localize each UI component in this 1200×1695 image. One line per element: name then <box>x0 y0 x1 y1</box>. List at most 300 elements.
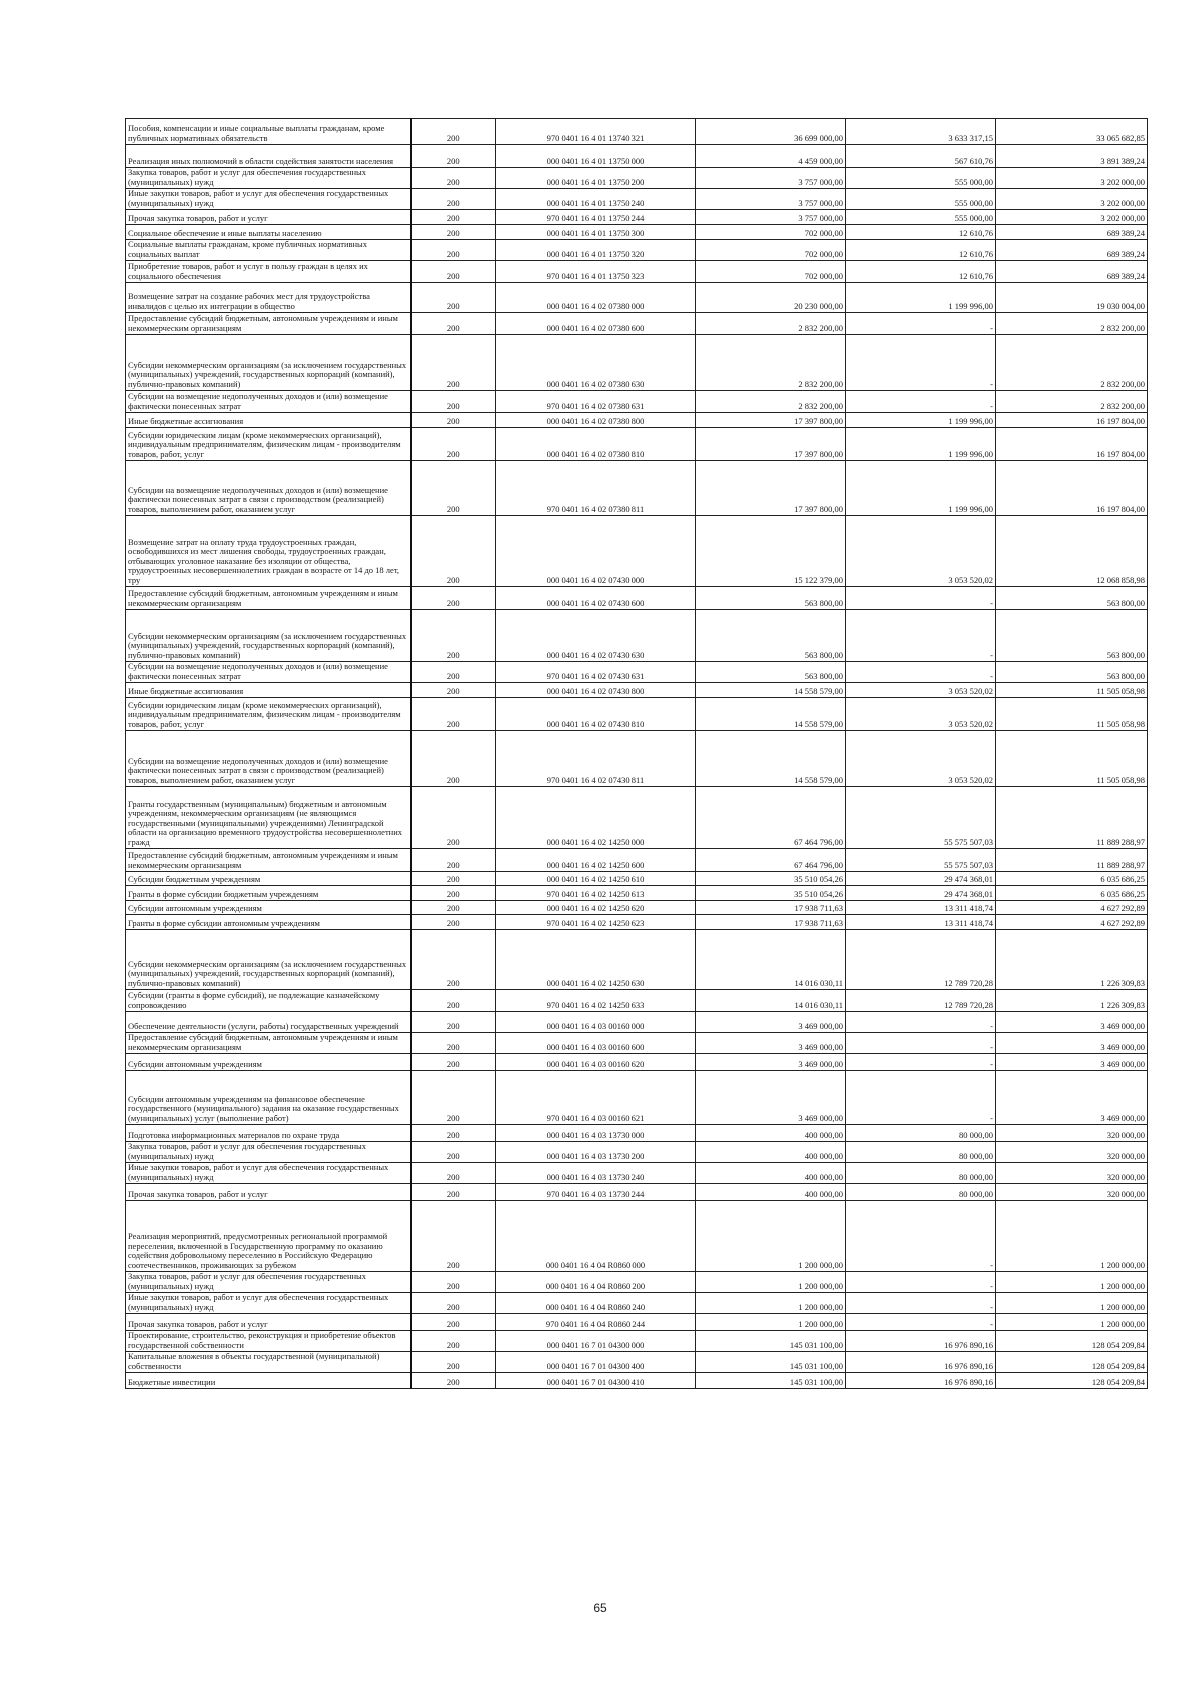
cell-code: 200 <box>411 1373 496 1389</box>
cell-approved: 1 200 000,00 <box>696 1272 846 1293</box>
cell-name: Иные бюджетные ассигнования <box>126 683 411 698</box>
cell-approved: 17 397 800,00 <box>696 428 846 461</box>
cell-cls: 970 0401 16 4 01 13740 321 <box>496 119 696 145</box>
cell-approved: 1 200 000,00 <box>696 1314 846 1331</box>
cell-code: 200 <box>411 1272 496 1293</box>
cell-approved: 2 832 200,00 <box>696 313 846 335</box>
cell-name: Предоставление субсидий бюджетным, автономным учреждениям и иным некоммерческим организациям <box>126 587 411 610</box>
cell-code: 200 <box>411 119 496 145</box>
cell-code: 200 <box>411 731 496 787</box>
cell-remaining: 320 000,00 <box>996 1125 1148 1142</box>
cell-cls: 970 0401 16 4 02 07380 811 <box>496 461 696 516</box>
cell-executed: 3 053 520,02 <box>846 683 996 698</box>
cell-name: Субсидии бюджетным учреждениям <box>126 872 411 886</box>
table-row <box>126 849 1148 872</box>
cell-name: Субсидии на возмещение недополученных доходов и (или) возмещение фактически понесенных затрат в связи с производством (реализацией) товаров, выполнением работ, оказанием услуг <box>126 731 411 787</box>
cell-cls: 000 0401 16 4 01 13750 200 <box>496 168 696 189</box>
cell-cls: 970 0401 16 4 02 14250 623 <box>496 915 696 930</box>
cell-name: Субсидии автономным учреждениям <box>126 901 411 915</box>
cell-executed: 29 474 368,01 <box>846 886 996 901</box>
cell-name: Бюджетные инвестиции <box>126 1373 411 1389</box>
cell-name: Субсидии на возмещение недополученных доходов и (или) возмещение фактически понесенных затрат в связи с производством (реализацией) товаров, выполнением работ, оказанием услуг <box>126 461 411 516</box>
cell-name: Субсидии юридическим лицам (кроме некоммерческих организаций), индивидуальным предпринимателям, физическим лицам - производителям товаров, работ, услуг <box>126 698 411 731</box>
table-row <box>126 1054 1148 1071</box>
cell-executed: 80 000,00 <box>846 1184 996 1201</box>
cell-executed: 16 976 890,16 <box>846 1352 996 1373</box>
cell-cls: 970 0401 16 4 03 00160 621 <box>496 1071 696 1125</box>
cell-cls: 000 0401 16 4 02 07430 800 <box>496 683 696 698</box>
table-row <box>126 1293 1148 1314</box>
cell-approved: 3 469 000,00 <box>696 1071 846 1125</box>
cell-approved: 3 469 000,00 <box>696 1033 846 1054</box>
cell-code: 200 <box>411 930 496 990</box>
cell-executed: 16 976 890,16 <box>846 1373 996 1389</box>
cell-approved: 3 757 000,00 <box>696 210 846 225</box>
cell-code: 200 <box>411 283 496 313</box>
cell-name: Проектирование, строительство, реконструкция и приобретение объектов государственной собственности <box>126 1331 411 1352</box>
cell-approved: 14 558 579,00 <box>696 683 846 698</box>
cell-executed: - <box>846 1314 996 1331</box>
cell-code: 200 <box>411 1293 496 1314</box>
cell-code: 200 <box>411 915 496 930</box>
cell-remaining: 563 800,00 <box>996 662 1148 683</box>
cell-executed: 29 474 368,01 <box>846 872 996 886</box>
cell-code: 200 <box>411 886 496 901</box>
cell-cls: 000 0401 16 4 01 13750 000 <box>496 145 696 168</box>
cell-executed: 55 575 507,03 <box>846 787 996 849</box>
cell-code: 200 <box>411 1125 496 1142</box>
cell-remaining: 6 035 686,25 <box>996 872 1148 886</box>
cell-remaining: 4 627 292,89 <box>996 915 1148 930</box>
cell-code: 200 <box>411 210 496 225</box>
cell-cls: 000 0401 16 4 02 14250 630 <box>496 930 696 990</box>
cell-name: Иные бюджетные ассигнования <box>126 413 411 428</box>
table-row <box>126 168 1148 189</box>
cell-remaining: 2 832 200,00 <box>996 335 1148 391</box>
cell-code: 200 <box>411 516 496 587</box>
table-row <box>126 683 1148 698</box>
cell-remaining: 11 505 058,98 <box>996 731 1148 787</box>
cell-remaining: 2 832 200,00 <box>996 391 1148 413</box>
cell-executed: 555 000,00 <box>846 210 996 225</box>
cell-approved: 17 397 800,00 <box>696 461 846 516</box>
cell-approved: 702 000,00 <box>696 261 846 283</box>
cell-executed: 1 199 996,00 <box>846 428 996 461</box>
cell-name: Иные закупки товаров, работ и услуг для обеспечения государственных (муниципальных) нужд <box>126 1293 411 1314</box>
table-row <box>126 1201 1148 1272</box>
cell-remaining: 320 000,00 <box>996 1184 1148 1201</box>
cell-approved: 14 016 030,11 <box>696 930 846 990</box>
table-row <box>126 1352 1148 1373</box>
cell-approved: 2 832 200,00 <box>696 391 846 413</box>
cell-cls: 970 0401 16 4 03 13730 244 <box>496 1184 696 1201</box>
cell-code: 200 <box>411 1012 496 1033</box>
cell-name: Субсидии автономным учреждениям <box>126 1054 411 1071</box>
cell-name: Подготовка информационных материалов по охране труда <box>126 1125 411 1142</box>
cell-remaining: 3 469 000,00 <box>996 1012 1148 1033</box>
cell-remaining: 1 200 000,00 <box>996 1314 1148 1331</box>
cell-cls: 000 0401 16 4 02 07380 810 <box>496 428 696 461</box>
cell-cls: 000 0401 16 4 02 14250 000 <box>496 787 696 849</box>
cell-name: Субсидии некоммерческим организациям (за исключением государственных (муниципальных) учреждений, государственных корпораций (компаний), публично-правовых компаний) <box>126 335 411 391</box>
cell-remaining: 16 197 804,00 <box>996 428 1148 461</box>
cell-name: Закупка товаров, работ и услуг для обеспечения государственных (муниципальных) нужд <box>126 1142 411 1163</box>
cell-cls: 000 0401 16 4 02 07430 810 <box>496 698 696 731</box>
cell-approved: 400 000,00 <box>696 1163 846 1184</box>
cell-executed: - <box>846 1201 996 1272</box>
cell-approved: 400 000,00 <box>696 1142 846 1163</box>
cell-approved: 15 122 379,00 <box>696 516 846 587</box>
cell-name: Реализация мероприятий, предусмотренных региональной программой переселения, включенной в Государственную программу по оказанию содействия добровольному переселению в Российскую Федерацию соотечественников, проживающих за рубежом <box>126 1201 411 1272</box>
cell-remaining: 1 200 000,00 <box>996 1272 1148 1293</box>
cell-name: Прочая закупка товаров, работ и услуг <box>126 210 411 225</box>
cell-remaining: 19 030 004,00 <box>996 283 1148 313</box>
cell-cls: 970 0401 16 4 02 07380 631 <box>496 391 696 413</box>
cell-code: 200 <box>411 1314 496 1331</box>
cell-name: Прочая закупка товаров, работ и услуг <box>126 1314 411 1331</box>
cell-code: 200 <box>411 240 496 261</box>
cell-approved: 563 800,00 <box>696 610 846 662</box>
table-row <box>126 119 1148 145</box>
cell-executed: 55 575 507,03 <box>846 849 996 872</box>
cell-name: Предоставление субсидий бюджетным, автономным учреждениям и иным некоммерческим организациям <box>126 1033 411 1054</box>
cell-name: Реализация иных полномочий в области содействия занятости населения <box>126 145 411 168</box>
cell-approved: 1 200 000,00 <box>696 1293 846 1314</box>
cell-remaining: 1 226 309,83 <box>996 990 1148 1012</box>
cell-executed: - <box>846 1071 996 1125</box>
cell-name: Гранты государственным (муниципальным) бюджетным и автономным учреждениям, некоммерческим организациям (не являющимся государственными (муниципальными) учреждениями) Ленинградской области на организацию временного трудоустройства несовершеннолетних гражд <box>126 787 411 849</box>
table-row <box>126 1012 1148 1033</box>
cell-executed: - <box>846 1033 996 1054</box>
cell-executed: 3 053 520,02 <box>846 698 996 731</box>
cell-code: 200 <box>411 1071 496 1125</box>
cell-name: Обеспечение деятельности (услуги, работы) государственных учреждений <box>126 1012 411 1033</box>
cell-remaining: 563 800,00 <box>996 610 1148 662</box>
cell-remaining: 3 202 000,00 <box>996 168 1148 189</box>
cell-cls: 000 0401 16 4 03 13730 240 <box>496 1163 696 1184</box>
table-row <box>126 283 1148 313</box>
cell-remaining: 6 035 686,25 <box>996 886 1148 901</box>
cell-remaining: 689 389,24 <box>996 261 1148 283</box>
cell-executed: 16 976 890,16 <box>846 1331 996 1352</box>
cell-cls: 970 0401 16 4 04 R0860 244 <box>496 1314 696 1331</box>
table-row <box>126 1142 1148 1163</box>
cell-code: 200 <box>411 698 496 731</box>
table-row <box>126 662 1148 683</box>
cell-remaining: 128 054 209,84 <box>996 1352 1148 1373</box>
cell-approved: 17 938 711,63 <box>696 901 846 915</box>
cell-cls: 000 0401 16 4 01 13750 300 <box>496 225 696 240</box>
cell-approved: 702 000,00 <box>696 225 846 240</box>
cell-code: 200 <box>411 391 496 413</box>
page-number: 65 <box>593 1601 607 1615</box>
cell-remaining: 1 200 000,00 <box>996 1293 1148 1314</box>
cell-code: 200 <box>411 261 496 283</box>
cell-executed: - <box>846 610 996 662</box>
cell-executed: - <box>846 587 996 610</box>
cell-executed: - <box>846 391 996 413</box>
table-row <box>126 610 1148 662</box>
cell-cls: 000 0401 16 4 03 13730 000 <box>496 1125 696 1142</box>
cell-cls: 970 0401 16 4 02 14250 633 <box>496 990 696 1012</box>
cell-remaining: 563 800,00 <box>996 587 1148 610</box>
cell-cls: 000 0401 16 4 03 00160 600 <box>496 1033 696 1054</box>
cell-code: 200 <box>411 313 496 335</box>
table-row <box>126 787 1148 849</box>
cell-name: Приобретение товаров, работ и услуг в пользу граждан в целях их социального обеспечения <box>126 261 411 283</box>
cell-executed: 555 000,00 <box>846 189 996 210</box>
cell-code: 200 <box>411 1201 496 1272</box>
cell-cls: 970 0401 16 4 02 14250 613 <box>496 886 696 901</box>
cell-cls: 000 0401 16 4 04 R0860 200 <box>496 1272 696 1293</box>
cell-executed: 567 610,76 <box>846 145 996 168</box>
cell-approved: 145 031 100,00 <box>696 1331 846 1352</box>
cell-code: 200 <box>411 1033 496 1054</box>
table-row <box>126 915 1148 930</box>
cell-cls: 000 0401 16 4 02 07430 600 <box>496 587 696 610</box>
cell-code: 200 <box>411 901 496 915</box>
cell-remaining: 16 197 804,00 <box>996 461 1148 516</box>
cell-remaining: 128 054 209,84 <box>996 1373 1148 1389</box>
cell-remaining: 1 226 309,83 <box>996 930 1148 990</box>
cell-cls: 000 0401 16 4 02 07430 000 <box>496 516 696 587</box>
cell-cls: 000 0401 16 4 01 13750 320 <box>496 240 696 261</box>
cell-code: 200 <box>411 168 496 189</box>
cell-code: 200 <box>411 1054 496 1071</box>
cell-executed: 3 053 520,02 <box>846 516 996 587</box>
table-row <box>126 225 1148 240</box>
table-row <box>126 1331 1148 1352</box>
cell-name: Предоставление субсидий бюджетным, автономным учреждениям и иным некоммерческим организациям <box>126 313 411 335</box>
cell-name: Иные закупки товаров, работ и услуг для обеспечения государственных (муниципальных) нужд <box>126 189 411 210</box>
cell-cls: 970 0401 16 4 02 07430 811 <box>496 731 696 787</box>
table-row <box>126 990 1148 1012</box>
cell-approved: 20 230 000,00 <box>696 283 846 313</box>
cell-executed: 13 311 418,74 <box>846 915 996 930</box>
cell-code: 200 <box>411 189 496 210</box>
cell-remaining: 320 000,00 <box>996 1163 1148 1184</box>
table-row <box>126 335 1148 391</box>
cell-executed: 12 789 720,28 <box>846 930 996 990</box>
cell-code: 200 <box>411 145 496 168</box>
cell-approved: 14 016 030,11 <box>696 990 846 1012</box>
table-row <box>126 313 1148 335</box>
table-row <box>126 1373 1148 1389</box>
cell-executed: - <box>846 335 996 391</box>
cell-code: 200 <box>411 610 496 662</box>
cell-remaining: 320 000,00 <box>996 1142 1148 1163</box>
cell-cls: 000 0401 16 4 01 13750 240 <box>496 189 696 210</box>
cell-approved: 3 757 000,00 <box>696 168 846 189</box>
cell-remaining: 3 891 389,24 <box>996 145 1148 168</box>
cell-approved: 4 459 000,00 <box>696 145 846 168</box>
cell-approved: 145 031 100,00 <box>696 1352 846 1373</box>
cell-name: Субсидии на возмещение недополученных доходов и (или) возмещение фактически понесенных затрат <box>126 662 411 683</box>
cell-cls: 000 0401 16 4 02 07380 600 <box>496 313 696 335</box>
cell-executed: - <box>846 313 996 335</box>
cell-name: Субсидии некоммерческим организациям (за исключением государственных (муниципальных) учреждений, государственных корпораций (компаний), публично-правовых компаний) <box>126 930 411 990</box>
cell-cls: 970 0401 16 4 01 13750 244 <box>496 210 696 225</box>
cell-remaining: 11 505 058,98 <box>996 698 1148 731</box>
cell-name: Возмещение затрат на оплату труда трудоустроенных граждан, освободившихся из мест лишения свободы, трудоустроенных граждан, отбывающих уголовное наказание без изоляции от общества, трудоустроенных несовершеннолетних граждан в возрасте от 14 до 18 лет, тру <box>126 516 411 587</box>
cell-name: Возмещение затрат на создание рабочих мест для трудоустройства инвалидов с целью их интеграции в общество <box>126 283 411 313</box>
cell-remaining: 128 054 209,84 <box>996 1331 1148 1352</box>
cell-remaining: 3 202 000,00 <box>996 210 1148 225</box>
cell-remaining: 11 889 288,97 <box>996 849 1148 872</box>
cell-name: Пособия, компенсации и иные социальные выплаты гражданам, кроме публичных нормативных обязательств <box>126 119 411 145</box>
cell-cls: 000 0401 16 4 02 14250 600 <box>496 849 696 872</box>
cell-code: 200 <box>411 787 496 849</box>
cell-code: 200 <box>411 1184 496 1201</box>
cell-approved: 35 510 054,26 <box>696 886 846 901</box>
cell-name: Капитальные вложения в объекты государственной (муниципальной) собственности <box>126 1352 411 1373</box>
cell-cls: 000 0401 16 4 03 00160 000 <box>496 1012 696 1033</box>
cell-code: 200 <box>411 428 496 461</box>
cell-approved: 36 699 000,00 <box>696 119 846 145</box>
cell-name: Субсидии на возмещение недополученных доходов и (или) возмещение фактически понесенных затрат <box>126 391 411 413</box>
table-row <box>126 901 1148 915</box>
cell-cls: 970 0401 16 4 02 07430 631 <box>496 662 696 683</box>
cell-approved: 563 800,00 <box>696 662 846 683</box>
cell-executed: 3 633 317,15 <box>846 119 996 145</box>
table-row <box>126 1314 1148 1331</box>
cell-remaining: 3 469 000,00 <box>996 1054 1148 1071</box>
cell-executed: 3 053 520,02 <box>846 731 996 787</box>
cell-name: Социальное обеспечение и иные выплаты населению <box>126 225 411 240</box>
cell-cls: 000 0401 16 4 03 13730 200 <box>496 1142 696 1163</box>
cell-approved: 14 558 579,00 <box>696 698 846 731</box>
cell-remaining: 3 469 000,00 <box>996 1071 1148 1125</box>
cell-approved: 17 397 800,00 <box>696 413 846 428</box>
cell-cls: 000 0401 16 4 03 00160 620 <box>496 1054 696 1071</box>
cell-remaining: 12 068 858,98 <box>996 516 1148 587</box>
cell-cls: 000 0401 16 4 02 07380 630 <box>496 335 696 391</box>
cell-remaining: 3 469 000,00 <box>996 1033 1148 1054</box>
cell-cls: 000 0401 16 7 01 04300 000 <box>496 1331 696 1352</box>
table-row <box>126 240 1148 261</box>
table-row <box>126 210 1148 225</box>
table-row <box>126 698 1148 731</box>
cell-name: Гранты в форме субсидии бюджетным учреждениям <box>126 886 411 901</box>
budget-execution-table <box>125 118 1148 1389</box>
cell-approved: 1 200 000,00 <box>696 1201 846 1272</box>
cell-executed: - <box>846 1293 996 1314</box>
cell-approved: 14 558 579,00 <box>696 731 846 787</box>
cell-approved: 67 464 796,00 <box>696 849 846 872</box>
cell-code: 200 <box>411 990 496 1012</box>
cell-executed: 12 610,76 <box>846 240 996 261</box>
cell-cls: 970 0401 16 4 01 13750 323 <box>496 261 696 283</box>
cell-executed: - <box>846 662 996 683</box>
table-row <box>126 391 1148 413</box>
cell-executed: - <box>846 1054 996 1071</box>
table-row <box>126 1163 1148 1184</box>
table-row <box>126 145 1148 168</box>
cell-approved: 145 031 100,00 <box>696 1373 846 1389</box>
table-row <box>126 886 1148 901</box>
cell-code: 200 <box>411 849 496 872</box>
cell-remaining: 11 505 058,98 <box>996 683 1148 698</box>
cell-executed: 12 789 720,28 <box>846 990 996 1012</box>
cell-code: 200 <box>411 662 496 683</box>
cell-code: 200 <box>411 587 496 610</box>
cell-name: Гранты в форме субсидии автономным учреждениям <box>126 915 411 930</box>
cell-code: 200 <box>411 1142 496 1163</box>
cell-cls: 000 0401 16 4 02 07380 800 <box>496 413 696 428</box>
table-row <box>126 1184 1148 1201</box>
table-row <box>126 189 1148 210</box>
cell-approved: 3 757 000,00 <box>696 189 846 210</box>
table-row <box>126 872 1148 886</box>
cell-name: Закупка товаров, работ и услуг для обеспечения государственных (муниципальных) нужд <box>126 1272 411 1293</box>
cell-name: Социальные выплаты гражданам, кроме публичных нормативных социальных выплат <box>126 240 411 261</box>
cell-approved: 3 469 000,00 <box>696 1012 846 1033</box>
cell-remaining: 4 627 292,89 <box>996 901 1148 915</box>
cell-approved: 563 800,00 <box>696 587 846 610</box>
cell-remaining: 16 197 804,00 <box>996 413 1148 428</box>
cell-cls: 000 0401 16 4 02 07380 000 <box>496 283 696 313</box>
cell-executed: - <box>846 1272 996 1293</box>
table-row <box>126 587 1148 610</box>
table-row <box>126 1272 1148 1293</box>
cell-cls: 000 0401 16 4 04 R0860 240 <box>496 1293 696 1314</box>
cell-cls: 000 0401 16 4 02 14250 610 <box>496 872 696 886</box>
cell-remaining: 689 389,24 <box>996 240 1148 261</box>
table-row <box>126 1033 1148 1054</box>
cell-name: Иные закупки товаров, работ и услуг для обеспечения государственных (муниципальных) нужд <box>126 1163 411 1184</box>
cell-approved: 17 938 711,63 <box>696 915 846 930</box>
cell-code: 200 <box>411 872 496 886</box>
cell-executed: 1 199 996,00 <box>846 461 996 516</box>
cell-executed: 80 000,00 <box>846 1163 996 1184</box>
cell-name: Предоставление субсидий бюджетным, автономным учреждениям и иным некоммерческим организациям <box>126 849 411 872</box>
cell-code: 200 <box>411 1163 496 1184</box>
cell-code: 200 <box>411 683 496 698</box>
cell-cls: 000 0401 16 4 02 07430 630 <box>496 610 696 662</box>
table-row <box>126 261 1148 283</box>
table-row <box>126 461 1148 516</box>
cell-code: 200 <box>411 413 496 428</box>
table-row <box>126 516 1148 587</box>
cell-remaining: 3 202 000,00 <box>996 189 1148 210</box>
cell-executed: 12 610,76 <box>846 225 996 240</box>
cell-approved: 67 464 796,00 <box>696 787 846 849</box>
cell-approved: 400 000,00 <box>696 1184 846 1201</box>
table-row <box>126 413 1148 428</box>
cell-cls: 000 0401 16 7 01 04300 410 <box>496 1373 696 1389</box>
cell-remaining: 11 889 288,97 <box>996 787 1148 849</box>
cell-approved: 702 000,00 <box>696 240 846 261</box>
cell-name: Субсидии (гранты в форме субсидий), не подлежащие казначейскому сопровождению <box>126 990 411 1012</box>
cell-remaining: 2 832 200,00 <box>996 313 1148 335</box>
cell-code: 200 <box>411 1352 496 1373</box>
cell-executed: 1 199 996,00 <box>846 413 996 428</box>
cell-code: 200 <box>411 335 496 391</box>
cell-executed: 80 000,00 <box>846 1142 996 1163</box>
cell-code: 200 <box>411 1331 496 1352</box>
cell-approved: 2 832 200,00 <box>696 335 846 391</box>
cell-code: 200 <box>411 225 496 240</box>
cell-name: Прочая закупка товаров, работ и услуг <box>126 1184 411 1201</box>
cell-cls: 000 0401 16 7 01 04300 400 <box>496 1352 696 1373</box>
cell-remaining: 33 065 682,85 <box>996 119 1148 145</box>
table-body <box>126 119 1148 1389</box>
cell-cls: 000 0401 16 4 04 R0860 000 <box>496 1201 696 1272</box>
table-row <box>126 930 1148 990</box>
table-row <box>126 1071 1148 1125</box>
cell-executed: 12 610,76 <box>846 261 996 283</box>
cell-name: Субсидии автономным учреждениям на финансовое обеспечение государственного (муниципального) задания на оказание государственных (муниципальных) услуг (выполнение работ) <box>126 1071 411 1125</box>
